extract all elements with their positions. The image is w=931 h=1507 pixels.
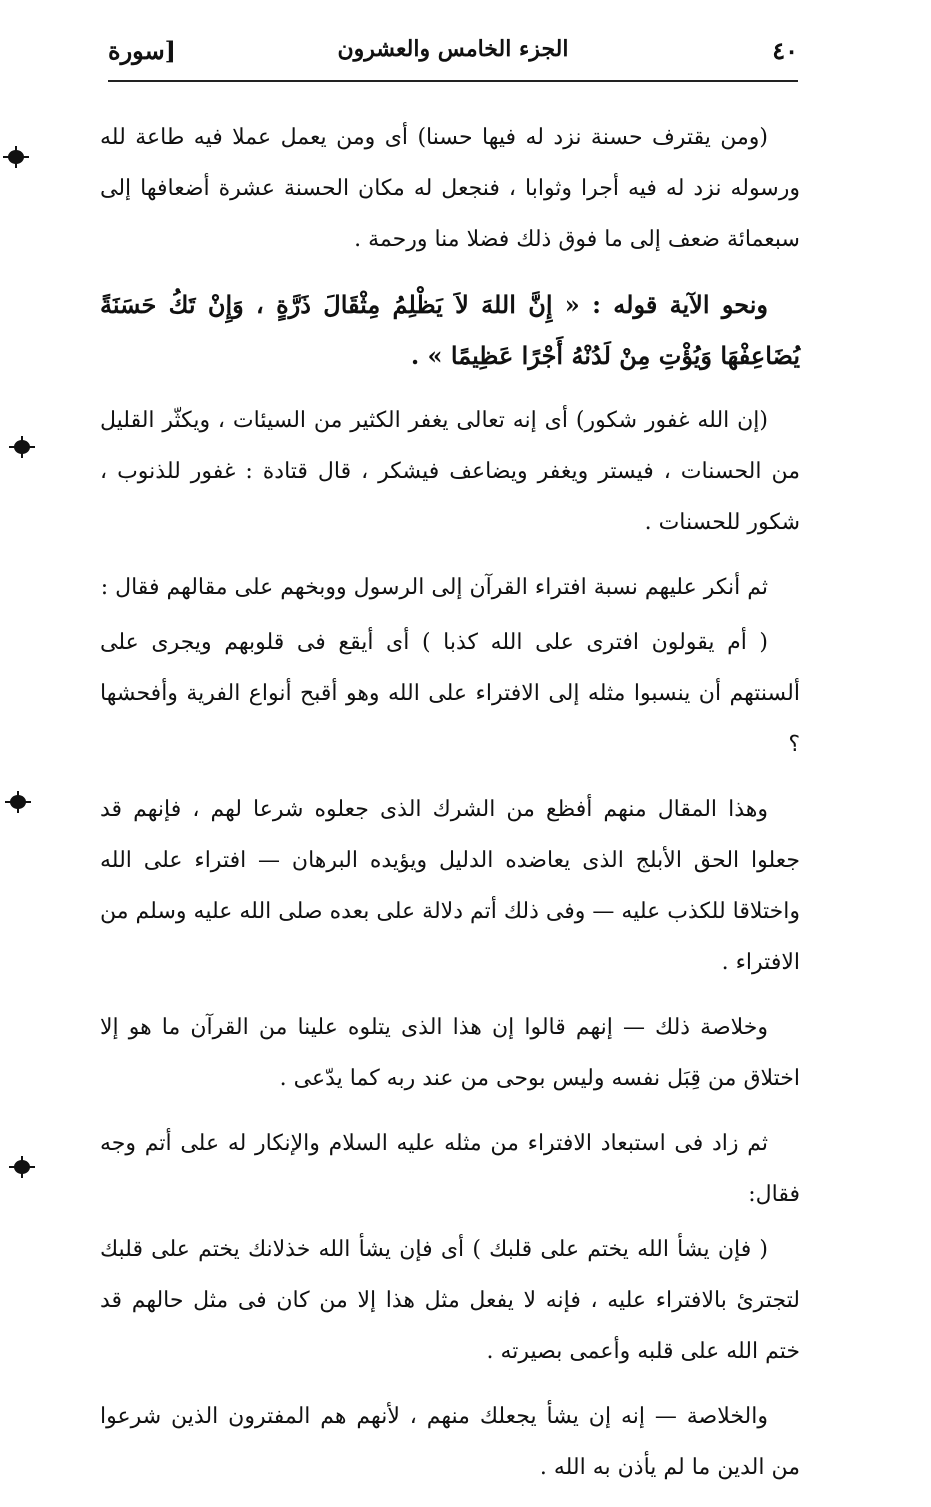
paragraph-5: ( أم يقولون افترى على الله كذبا ) أى أيقع فى قلوبهم ويجرى على ألسنتهم أن ينسبوا مثله إلى الافتراء على الله وهو أقبح أنواع الفرية وأفحشها ؟ [100,630,800,757]
paragraph-6: وهذا المقال منهم أفظع من الشرك الذى جعلوه شرعا لهم ، فإنهم قد جعلوا الحق الأبلج الذى يعاضده الدليل ويؤيده البرهان — افتراء على الله واختلاقا للكذب عليه — وفى ذلك أتم دلالة على بعده صلى الله عليه وسلم من الافتراء . [100,797,800,975]
binding-hole-mark [14,440,30,454]
binding-hole-mark [8,150,24,164]
page-number: ٤٠ [772,36,798,65]
binding-hole-mark [10,795,26,809]
paragraph-2-quran-verse: ونحو الآية قوله : « إِنَّ اللهَ لاَ يَظْلِمُ مِثْقَالَ ذَرَّةٍ ، وَإِنْ تَكُ حَسَنَةً يُضَاعِفْهَا وَيُؤْتِ مِنْ لَدُنْهُ أَجْرًا عَظِيمًا » . [100,290,800,370]
paragraph-9: ( فإن يشأ الله يختم على قلبك ) أى فإن يشأ الله خذلانك يختم على قلبك لتجترئ بالافتراء عليه ، فإنه لا يفعل مثل هذا إلا من كان فى مثل حالهم قد ختم الله على قلبه وأعمى بصيرته . [100,1237,800,1364]
surah-label: [سورة [108,36,177,65]
running-title: الجزء الخامس والعشرون [337,36,569,62]
header-rule [108,80,798,82]
binding-hole-mark [14,1160,30,1174]
page-body [100,112,800,1507]
paragraph-3: (إن الله غفور شكور) أى إنه تعالى يغفر الكثير من السيئات ، ويكثّر القليل من الحسنات ، فيستر ويغفر ويضاعف فيشكر ، قال قتادة : غفور للذنوب ، شكور للحسنات . [100,408,800,535]
paragraph-7: وخلاصة ذلك — إنهم قالوا إن هذا الذى يتلوه علينا من القرآن ما هو إلا اختلاق من قِبَل نفسه وليس بوحى من عند ربه كما يدّعى . [100,1015,800,1091]
paragraph-8: ثم زاد فى استبعاد الافتراء من مثله عليه السلام والإنكار له على أتم وجه فقال: [100,1131,800,1207]
page-header [108,34,798,78]
paragraph-10: والخلاصة — إنه إن يشأ يجعلك منهم ، لأنهم هم المفترون الذين شرعوا من الدين ما لم يأذن به الله . [100,1404,800,1480]
paragraph-1: (ومن يقترف حسنة نزد له فيها حسنا) أى ومن يعمل عملا فيه طاعة لله ورسوله نزد له فيه أجرا وثوابا ، فنجعل له مكان الحسنة عشرة أضعافها إلى سبعمائة ضعف إلى ما فوق ذلك فضلا منا ورحمة . [100,125,800,252]
paragraph-4: ثم أنكر عليهم نسبة افتراء القرآن إلى الرسول ووبخهم على مقالهم فقال : [100,575,768,600]
